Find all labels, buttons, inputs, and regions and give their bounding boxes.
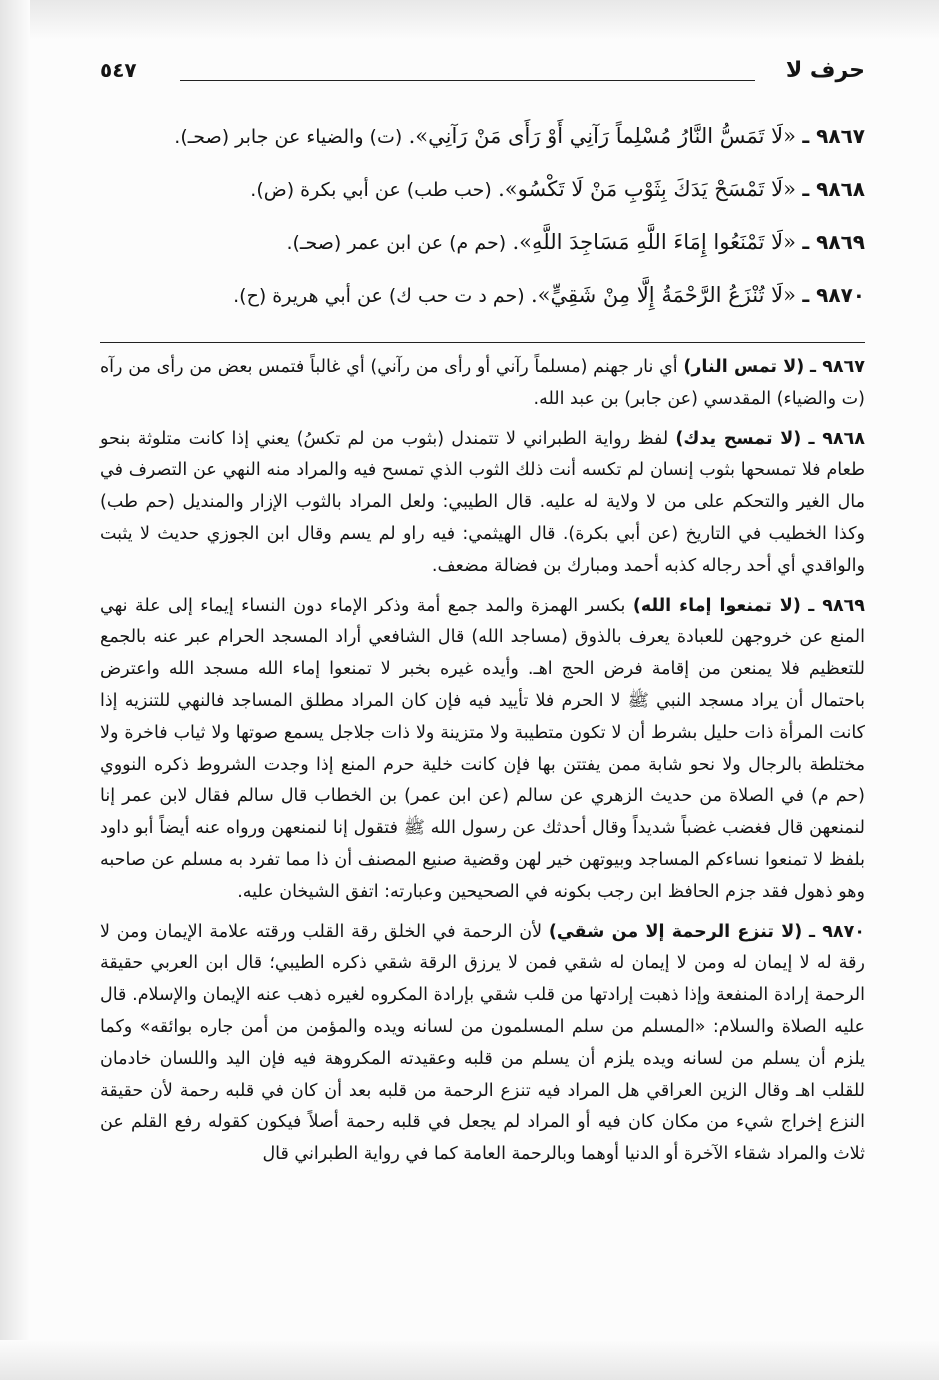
hadith-entry <box>100 274 865 317</box>
commentary-lemma: (لا تنزع الرحمة إلا من شقي) <box>548 921 803 942</box>
hadith-number: ٩٨٦٩ ـ <box>802 230 865 254</box>
hadith-entry <box>100 115 865 158</box>
hadith-text: «لَا تَمْسَحْ يَدَكَ بِثَوْبِ مَنْ لَا تَكْسُو». <box>498 177 796 201</box>
hadith-text: «لَا تُنْزَعُ الرَّحْمَةُ إِلَّا مِنْ شَقِيٍّ». <box>531 283 796 307</box>
hadith-reference: (حب طب) عن أبي بكرة (ض). <box>250 179 492 201</box>
commentary-text: لفظ رواية الطبراني لا تتمندل (بثوب من لم تكسُ) يعني إذا كانت متلوثة بنحو طعام فلا تمسحها بثوب إنسان لم تكسه أنت ذلك الثوب الذي تمسح فيه والمراد منه النهي عن التصرف في مال الغير والتحكم على من لا ولاية له عليه. قال الطيبي: ولعل المراد بالثوب الإزار والمنديل (حم طب) وكذا الخطيب في التاريخ (عن أبي بكرة). قال الهيثمي: فيه راو لم يسم وقال ابن الجوزي حديث لا يثبت والواقدي أي أحد رجاله كذبه أحمد ومبارك بن فضالة مضعف. <box>100 428 865 576</box>
hadith-entry <box>100 168 865 211</box>
hadith-number: ٩٨٦٨ ـ <box>802 177 865 201</box>
commentary-section <box>100 352 865 1179</box>
hadith-text: «لَا تَمْنَعُوا إِمَاءَ اللَّهِ مَسَاجِدَ اللَّهِ». <box>512 230 796 254</box>
scan-edge-bottom <box>0 1340 939 1380</box>
commentary-paragraph <box>100 352 865 416</box>
hadith-entry <box>100 221 865 264</box>
commentary-paragraph <box>100 591 865 909</box>
hadith-text: «لَا تَمَسُّ النَّارُ مُسْلِماً رَآنِي أَوْ رَأَى مَنْ رَآنِي». <box>408 124 796 148</box>
commentary-paragraph <box>100 424 865 583</box>
commentary-number: ٩٨٦٧ ـ <box>810 357 865 377</box>
page-header <box>100 58 865 92</box>
hadith-reference: (حم م) عن ابن عمر (صحـ). <box>286 232 507 254</box>
commentary-paragraph <box>100 917 865 1171</box>
hadith-number: ٩٨٦٧ ـ <box>802 124 865 148</box>
page-number: ٥٤٧ <box>100 58 137 82</box>
commentary-lemma: (لا تمنعوا إماء الله) <box>632 595 801 616</box>
hadith-number: ٩٨٧٠ ـ <box>802 283 865 307</box>
hadith-reference: (حم د ت حب ك) عن أبي هريرة (ح). <box>233 285 525 307</box>
commentary-text: بكسر الهمزة والمد جمع أمة وذكر الإماء دون النساء إيماء إلى علة نهي المنع عن خروجهن للعبادة يعرف بالذوق (مساجد الله) قال الشافعي أراد المسجد الحرام عبر عنه بالجمع للتعظيم فلا يمنعن من إقامة فرض الحج اهـ. وأيده غيره بخبر لا تمنعوا إماء الله مسجد الله واعترض باحتمال أن يراد مسجد النبي ﷺ لا الحرم فلا تأييد فيه فإن كان المراد مطلق المساجد فالنهي للتنزيه إذا كانت المرأة ذات حليل بشرط أن لا تكون متطيبة ولا متزينة ولا ذات جلاجل يسمع صوتها ولا ثياب فاخرة ولا مختلطة بالرجال ولا نحو شابة ممن يفتتن بها فإن كانت خلية حرم المنع إذا وجدت الشروط ذكره النووي (حم م) في الصلاة من حديث الزهري عن سالم (عن ابن عمر) بن الخطاب قال سالم فقال لابن عمر إنا لنمنعهن قال فغضب غضباً شديداً وقال أحدثك عن رسول الله ﷺ فتقول إنا لنمنعهن ورواه عنه أيضاً أبو داود بلفظ لا تمنعوا نساءكم المساجد وبيوتهن خير لهن وقضية صنيع المصنف أن ذا مما تفرد به مسلم عن صاحبه وهو ذهول فقد جزم الحافظ ابن رجب بكونه في الصحيحين وعبارته: اتفق الشيخان عليه. <box>100 595 865 902</box>
commentary-number: ٩٨٦٩ ـ <box>808 595 865 616</box>
header-rule <box>180 80 755 81</box>
commentary-text: أي نار جهنم (مسلماً رآني أو رأى من رآني) أي غالباً فتمس بعض من رأى من رآه (ت والضياء) المقدسي (عن جابر) بن عبد الله. <box>100 357 865 409</box>
section-divider <box>100 342 865 343</box>
commentary-lemma: (لا تمسح يدك) <box>675 428 802 449</box>
hadith-reference: (ت) والضياء عن جابر (صحـ). <box>174 126 403 148</box>
running-title: حرف لا <box>785 58 865 83</box>
commentary-number: ٩٨٦٨ ـ <box>808 428 865 449</box>
commentary-number: ٩٨٧٠ ـ <box>809 921 865 942</box>
commentary-lemma: (لا تمس النار) <box>683 357 805 377</box>
hadith-block <box>100 115 865 327</box>
scan-edge-left <box>0 0 30 1380</box>
commentary-text: لأن الرحمة في الخلق رقة القلب ورقته علامة الإيمان ومن لا رقة له لا إيمان له ومن لا إيمان له شقي فمن لا يرزق الرقة شقي ذكره الطيبي؛ قال ابن العربي حقيقة الرحمة إرادة المنفعة وإذا ذهبت إرادتها من قلب شقي بإرادة المكروه لغيره ذهب عنه الإيمان والإسلام. قال عليه الصلاة والسلام: «المسلم من سلم المسلمون من لسانه ويده والمؤمن من أمن جاره بوائقه» وكما يلزم أن يسلم من لسانه ويده يلزم أن يسلم من قلبه وعقيدته المكروهة فيه فإن اليد واللسان خادمان للقلب اهـ وقال الزين العراقي هل المراد فيه تنزع الرحمة من قلبه بعد أن كان في قلبه رحمة لأن حقيقة النزع إخراج شيء من مكان كان فيه أو المراد لم يجعل في قلبه رحمة أصلاً فيكون كقوله رفع القلم عن ثلاث والمراد شقاء الآخرة أو الدنيا أوهما وبالرحمة العامة كما في رواية الطبراني قال <box>100 921 865 1165</box>
scan-edge-top <box>0 0 939 40</box>
